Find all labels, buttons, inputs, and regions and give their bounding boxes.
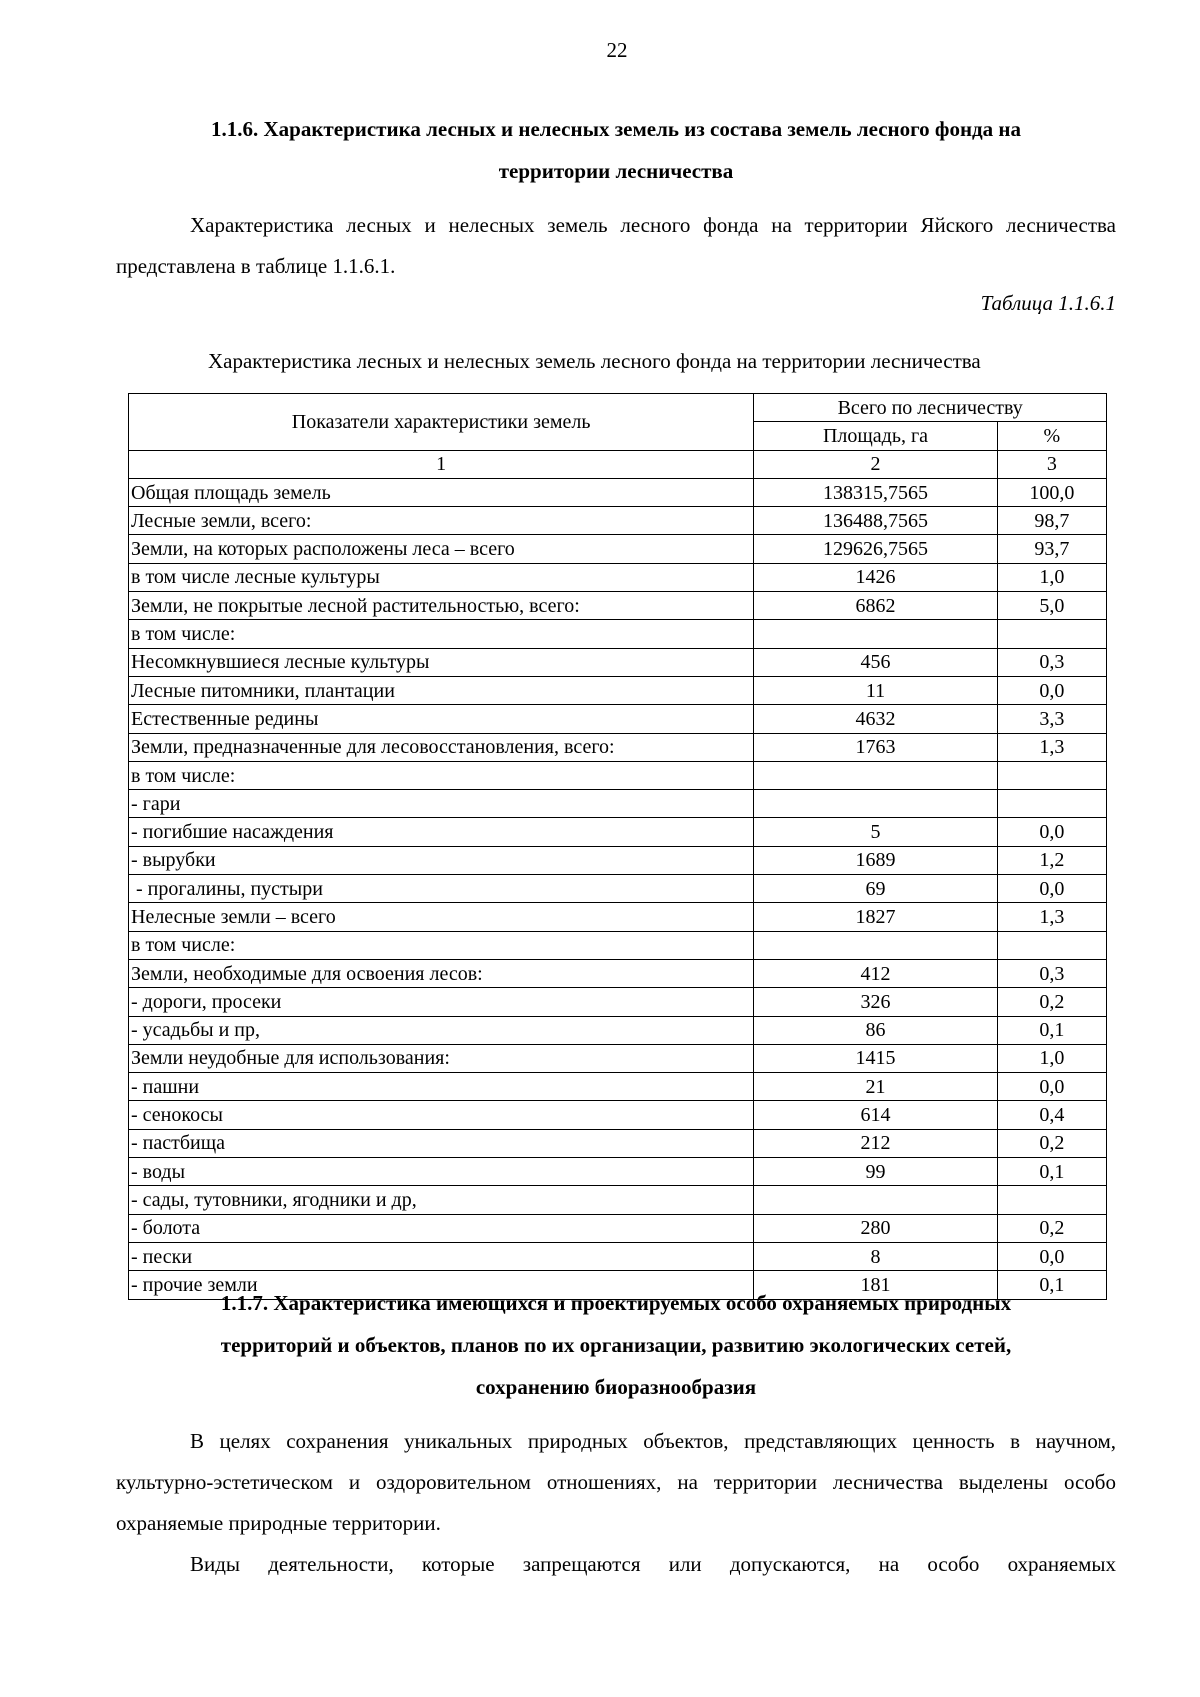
- row-percent: 98,7: [997, 507, 1106, 535]
- row-percent: 0,0: [997, 875, 1106, 903]
- row-name: - болота: [129, 1214, 754, 1242]
- table-row: [129, 1016, 1107, 1044]
- row-name: - пашни: [129, 1073, 754, 1101]
- table-row: [129, 959, 1107, 987]
- row-percent: [997, 931, 1106, 959]
- header-area: Площадь, га: [754, 422, 997, 450]
- row-percent: [997, 620, 1106, 648]
- row-name: в том числе:: [129, 931, 754, 959]
- row-name: Лесные земли, всего:: [129, 507, 754, 535]
- row-name: - прогалины, пустыри: [129, 875, 754, 903]
- row-percent: [997, 790, 1106, 818]
- row-area: [754, 620, 997, 648]
- land-characteristics-table: [128, 393, 1107, 1300]
- row-name: - воды: [129, 1158, 754, 1186]
- row-percent: 0,4: [997, 1101, 1106, 1129]
- row-area: 1763: [754, 733, 997, 761]
- row-name: - пастбища: [129, 1129, 754, 1157]
- row-area: 212: [754, 1129, 997, 1157]
- row-percent: 100,0: [997, 478, 1106, 506]
- row-name: Земли неудобные для использования:: [129, 1044, 754, 1072]
- row-percent: 1,3: [997, 733, 1106, 761]
- row-area: [754, 761, 997, 789]
- row-area: [754, 790, 997, 818]
- row-percent: 0,2: [997, 988, 1106, 1016]
- row-percent: 0,0: [997, 1242, 1106, 1270]
- header-total: Всего по лесничеству: [754, 394, 1107, 422]
- row-area: 181: [754, 1271, 997, 1299]
- table-row: [129, 563, 1107, 591]
- table-row: [129, 761, 1107, 789]
- row-percent: 0,0: [997, 1073, 1106, 1101]
- row-percent: 1,0: [997, 563, 1106, 591]
- page-number: 22: [606, 38, 628, 62]
- row-name: в том числе:: [129, 620, 754, 648]
- table-row: [129, 1129, 1107, 1157]
- column-number: 3: [997, 450, 1106, 478]
- row-name: - пески: [129, 1242, 754, 1270]
- row-area: 69: [754, 875, 997, 903]
- table-row: [129, 676, 1107, 704]
- row-percent: 0,3: [997, 959, 1106, 987]
- heading-line: 1.1.6. Характеристика лесных и нелесных земель из состава земель лесного фонда на: [210, 117, 1022, 141]
- table-row: [129, 478, 1107, 506]
- row-name: - погибшие насаждения: [129, 818, 754, 846]
- table-row: [129, 931, 1107, 959]
- row-percent: 0,2: [997, 1214, 1106, 1242]
- row-name: Естественные редины: [129, 705, 754, 733]
- table-row: [129, 1186, 1107, 1214]
- row-area: 136488,7565: [754, 507, 997, 535]
- row-name: Земли, на которых расположены леса – всего: [129, 535, 754, 563]
- row-name: - усадьбы и пр,: [129, 1016, 754, 1044]
- table-row: [129, 535, 1107, 563]
- row-name: Нелесные земли – всего: [129, 903, 754, 931]
- table-row: [129, 1044, 1107, 1072]
- table-caption: Характеристика лесных и нелесных земель лесного фонда на территории лесничества: [208, 349, 981, 373]
- row-percent: [997, 1186, 1106, 1214]
- row-name: - сады, тутовники, ягодники и др,: [129, 1186, 754, 1214]
- row-name: - дороги, просеки: [129, 988, 754, 1016]
- section-heading-1-1-7: [116, 1282, 1116, 1408]
- heading-line: территории лесничества: [498, 159, 734, 183]
- row-name: - сенокосы: [129, 1101, 754, 1129]
- row-percent: 5,0: [997, 592, 1106, 620]
- intro-paragraph: Характеристика лесных и нелесных земель лесного фонда на территории Яйского лесничества представлена в таблице 1.1.6.1.: [116, 213, 1116, 278]
- heading-line: 1.1.7. Характеристика имеющихся и проектируемых особо охраняемых природных: [220, 1291, 1012, 1315]
- table-number: Таблица 1.1.6.1: [980, 291, 1116, 315]
- table-row: [129, 733, 1107, 761]
- table-row: [129, 592, 1107, 620]
- row-percent: 0,1: [997, 1271, 1106, 1299]
- row-area: 1415: [754, 1044, 997, 1072]
- row-area: 1426: [754, 563, 997, 591]
- row-name: - гари: [129, 790, 754, 818]
- row-area: 456: [754, 648, 997, 676]
- row-name: - прочие земли: [129, 1271, 754, 1299]
- row-percent: 0,2: [997, 1129, 1106, 1157]
- row-name: Земли, необходимые для освоения лесов:: [129, 959, 754, 987]
- table-row: [129, 705, 1107, 733]
- section-heading-1-1-6: [116, 108, 1116, 192]
- table-row: [129, 507, 1107, 535]
- row-name: - вырубки: [129, 846, 754, 874]
- table-header-row: [129, 394, 1107, 422]
- row-area: 99: [754, 1158, 997, 1186]
- row-area: 412: [754, 959, 997, 987]
- body-paragraph: В целях сохранения уникальных природных объектов, представляющих ценность в научном, культурно-эстетическом и оздоровительном отношениях, на территории лесничества выделены особо охраняемые природные территории.: [116, 1429, 1116, 1535]
- row-percent: 1,3: [997, 903, 1106, 931]
- row-area: 5: [754, 818, 997, 846]
- row-area: 21: [754, 1073, 997, 1101]
- row-area: 138315,7565: [754, 478, 997, 506]
- row-percent: 0,0: [997, 676, 1106, 704]
- row-area: 129626,7565: [754, 535, 997, 563]
- body-paragraph: Виды деятельности, которые запрещаются или допускаются, на особо охраняемых: [190, 1552, 1116, 1576]
- row-name: Земли, предназначенные для лесовосстановления, всего:: [129, 733, 754, 761]
- table-row: [129, 790, 1107, 818]
- header-indicator: Показатели характеристики земель: [129, 394, 754, 451]
- row-area: 8: [754, 1242, 997, 1270]
- table-row: [129, 1214, 1107, 1242]
- row-area: 1689: [754, 846, 997, 874]
- row-name: Общая площадь земель: [129, 478, 754, 506]
- heading-line: территорий и объектов, планов по их организации, развитию экологических сетей,: [220, 1333, 1012, 1357]
- row-area: [754, 931, 997, 959]
- row-area: 326: [754, 988, 997, 1016]
- table-row: [129, 648, 1107, 676]
- table-row: [129, 1073, 1107, 1101]
- table-row: [129, 1101, 1107, 1129]
- row-percent: 3,3: [997, 705, 1106, 733]
- column-number-row: [129, 450, 1107, 478]
- table-row: [129, 1158, 1107, 1186]
- table-row: [129, 988, 1107, 1016]
- row-percent: 0,1: [997, 1016, 1106, 1044]
- row-area: 6862: [754, 592, 997, 620]
- row-area: [754, 1186, 997, 1214]
- row-area: 4632: [754, 705, 997, 733]
- table-row: [129, 620, 1107, 648]
- table-row: [129, 846, 1107, 874]
- table-row: [129, 818, 1107, 846]
- row-percent: 1,0: [997, 1044, 1106, 1072]
- row-percent: 0,1: [997, 1158, 1106, 1186]
- row-area: 11: [754, 676, 997, 704]
- table-row: [129, 875, 1107, 903]
- row-name: Земли, не покрытые лесной растительностью, всего:: [129, 592, 754, 620]
- row-percent: 93,7: [997, 535, 1106, 563]
- row-name: в том числе лесные культуры: [129, 563, 754, 591]
- row-percent: 0,0: [997, 818, 1106, 846]
- table-row: [129, 903, 1107, 931]
- row-percent: [997, 761, 1106, 789]
- row-percent: 1,2: [997, 846, 1106, 874]
- row-name: Несомкнувшиеся лесные культуры: [129, 648, 754, 676]
- column-number: 2: [754, 450, 997, 478]
- column-number: 1: [129, 450, 754, 478]
- row-name: в том числе:: [129, 761, 754, 789]
- row-name: Лесные питомники, плантации: [129, 676, 754, 704]
- heading-line: сохранению биоразнообразия: [475, 1375, 757, 1399]
- header-percent: %: [997, 422, 1106, 450]
- row-area: 280: [754, 1214, 997, 1242]
- table-row: [129, 1242, 1107, 1270]
- row-area: 614: [754, 1101, 997, 1129]
- row-percent: 0,3: [997, 648, 1106, 676]
- row-area: 1827: [754, 903, 997, 931]
- row-area: 86: [754, 1016, 997, 1044]
